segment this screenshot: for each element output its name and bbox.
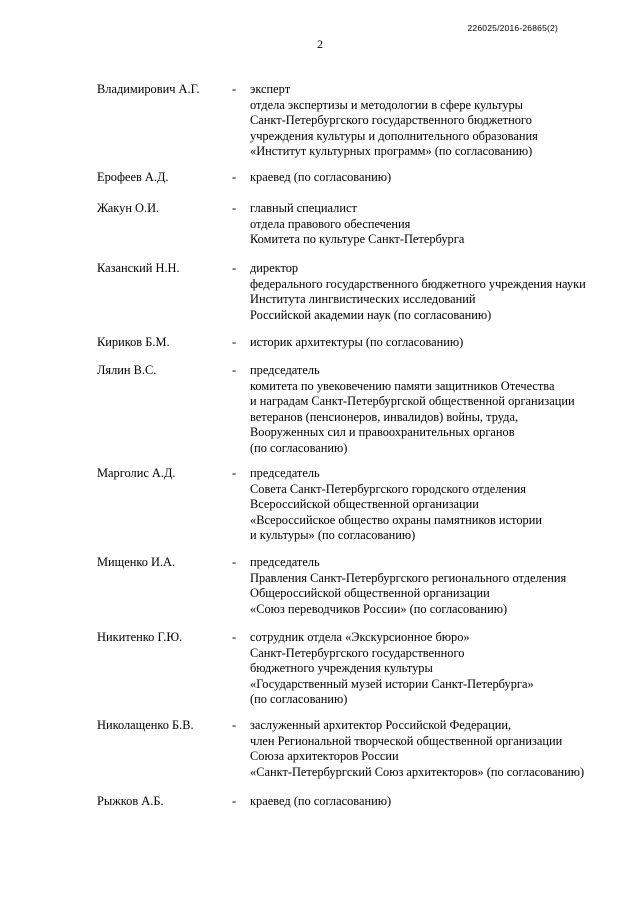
role-line: Всероссийской общественной организации [250, 497, 479, 512]
dash-separator: - [232, 555, 237, 569]
role-line: Санкт-Петербургского государственного бюджетного [250, 113, 532, 128]
member-name: Мищенко И.А. [97, 555, 176, 569]
role-line: краевед (по согласованию) [250, 170, 392, 184]
role-line: федерального государственного бюджетного учреждения науки [250, 276, 586, 291]
role-line: историк архитектуры (по согласованию) [250, 335, 464, 349]
dash-separator: - [232, 794, 237, 808]
role-line: председатель [250, 363, 320, 377]
member-name: Владимирович А.Г. [97, 82, 200, 96]
dash-separator: - [232, 201, 237, 215]
member-name: Жакун О.И. [97, 201, 160, 215]
role-line: отдела правового обеспечения [250, 216, 411, 231]
dash-separator: - [232, 466, 237, 480]
member-role [250, 261, 586, 323]
role-line: (по согласованию) [250, 692, 348, 707]
role-line: комитета по увековечению памяти защитников Отечества [250, 378, 555, 393]
dash-separator: - [232, 170, 237, 184]
role-line: Совета Санкт-Петербургского городского отделения [250, 481, 526, 496]
role-line: «Государственный музей истории Санкт-Петербурга» [250, 676, 534, 691]
role-line: Института лингвистических исследований [250, 292, 476, 307]
role-line: главный специалист [250, 201, 357, 215]
role-line: председатель [250, 555, 320, 569]
dash-separator: - [232, 718, 237, 732]
role-line: (по согласованию) [250, 440, 348, 455]
member-name: Лялин В.С. [97, 363, 157, 377]
page-number: 2 [317, 37, 323, 51]
role-line: и культуры» (по согласованию) [250, 528, 416, 543]
member-role [250, 466, 542, 544]
member-name: Николащенко Б.В. [97, 718, 194, 732]
role-line: «Институт культурных программ» (по согласованию) [250, 144, 533, 159]
role-line: Общероссийской общественной организации [250, 586, 490, 601]
member-role [250, 718, 584, 780]
dash-separator: - [232, 363, 237, 377]
role-line: «Санкт-Петербургский Союз архитекторов» (по согласованию) [250, 764, 585, 779]
role-line: Санкт-Петербургского государственного [250, 645, 465, 660]
document-id: 226025/2016-26865(2) [467, 23, 558, 33]
role-line: и наградам Санкт-Петербургской общественной организации [250, 394, 575, 409]
role-line: учреждения культуры и дополнительного образования [250, 128, 538, 143]
member-role [250, 201, 464, 248]
role-line: Правления Санкт-Петербургского регионального отделения [250, 570, 567, 585]
role-line: Союза архитекторов России [250, 749, 399, 764]
member-role [250, 794, 391, 810]
role-line: «Всероссийское общество охраны памятников истории [250, 512, 542, 527]
member-name: Рыжков А.Б. [97, 794, 164, 808]
role-line: бюджетного учреждения культуры [250, 661, 433, 676]
member-role [250, 555, 566, 617]
dash-separator: - [232, 335, 237, 349]
role-line: краевед (по согласованию) [250, 794, 392, 808]
member-name: Никитенко Г.Ю. [97, 630, 183, 644]
role-line: Российской академии наук (по согласованию) [250, 307, 492, 322]
role-line: ветеранов (пенсионеров, инвалидов) войны, труда, [250, 409, 519, 424]
member-role [250, 363, 575, 457]
member-role [250, 630, 534, 708]
role-line: «Союз переводчиков России» (по согласованию) [250, 601, 508, 616]
member-name: Марголис А.Д. [97, 466, 176, 480]
role-line: директор [250, 261, 299, 275]
dash-separator: - [232, 261, 237, 275]
role-line: сотрудник отдела «Экскурсионное бюро» [250, 630, 470, 644]
role-line: отдела экспертизы и методологии в сфере культуры [250, 97, 523, 112]
role-line: член Региональной творческой общественной организации [250, 733, 563, 748]
dash-separator: - [232, 82, 237, 96]
member-role [250, 170, 391, 186]
role-line: эксперт [250, 82, 291, 96]
role-line: заслуженный архитектор Российской Федерации, [250, 718, 512, 732]
member-role [250, 82, 538, 160]
member-name: Ерофеев А.Д. [97, 170, 169, 184]
member-role [250, 335, 463, 351]
dash-separator: - [232, 630, 237, 644]
role-line: Вооруженных сил и правоохранительных органов [250, 425, 515, 440]
member-name: Казанский Н.Н. [97, 261, 180, 275]
role-line: председатель [250, 466, 320, 480]
role-line: Комитета по культуре Санкт-Петербурга [250, 232, 465, 247]
member-name: Кириков Б.М. [97, 335, 170, 349]
